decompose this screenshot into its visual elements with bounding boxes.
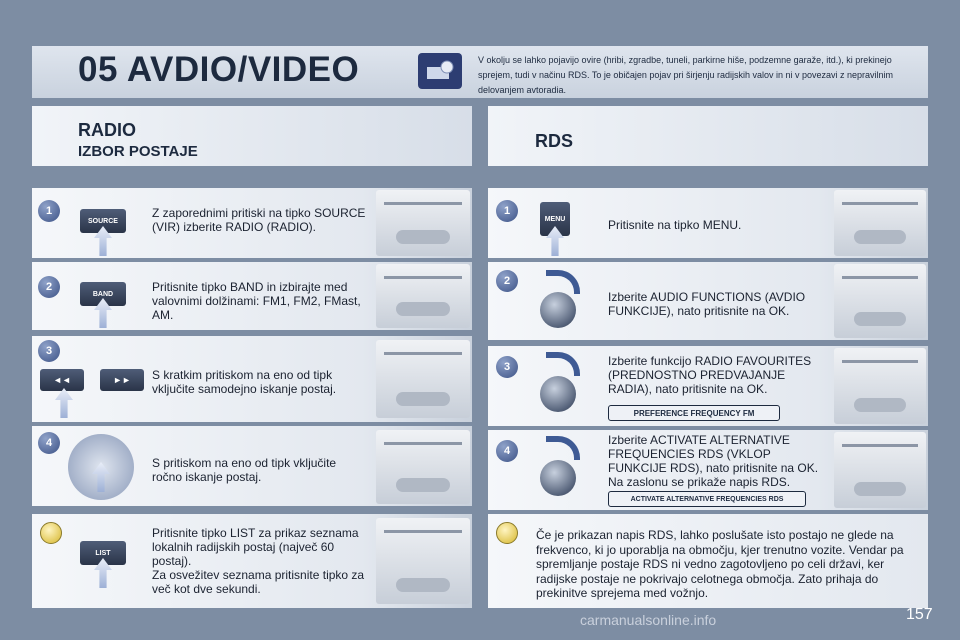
- step-text: Izberite funkcijo RADIO FAVOURITES (PREDNOSTNO PREDVAJANJE RADIA), nato pritisnite na OK.: [608, 354, 812, 396]
- rds-panel-image: [834, 190, 926, 256]
- page-number: 157: [906, 606, 933, 623]
- radio-subtitle: IZBOR POSTAJE: [78, 143, 198, 160]
- tip-text: Pritisnite tipko LIST za prikaz seznama lokalnih radijskih postaj (največ 60 postaj). Za osvežitev seznama pritisnite tipko za več kot dve sekundi.: [152, 526, 365, 596]
- seek-back-button[interactable]: ◄◄: [40, 369, 84, 391]
- step-number: 3: [496, 356, 518, 378]
- radio-title: RADIO: [78, 120, 136, 140]
- watermark: carmanualsonline.info: [580, 612, 717, 628]
- preference-frequency-tag: PREFERENCE FREQUENCY FM: [608, 405, 780, 421]
- radio-panel-image: [376, 518, 470, 604]
- step-number: 4: [38, 432, 60, 454]
- step-number: 2: [496, 270, 518, 292]
- step-number: 2: [38, 276, 60, 298]
- step-text: Pritisnite na tipko MENU.: [608, 218, 742, 232]
- radio-panel-image: [376, 264, 470, 328]
- radio-panel-image: [376, 190, 470, 256]
- step-number: 4: [496, 440, 518, 462]
- menu-button[interactable]: MENU: [540, 202, 570, 236]
- rds-panel-image: [834, 264, 926, 338]
- step-number: 1: [38, 200, 60, 222]
- seek-forward-button[interactable]: ►►: [100, 369, 144, 391]
- activate-rds-tag: ACTIVATE ALTERNATIVE FREQUENCIES RDS: [608, 491, 806, 507]
- header-note: V okolju se lahko pojavijo ovire (hribi, zgradbe, tuneli, parkirne hiše, podzemne garaže, itd.), ki prekinejo sprejem, tudi v načinu RDS. To je običajen pojav pri širjenju radijskih valov in ni v povezavi z nepravilnim delovanjem avtoradia.: [478, 55, 894, 95]
- step-text: Z zaporednimi pritiski na tipko SOURCE (VIR) izberite RADIO (RADIO).: [152, 206, 366, 234]
- ok-knob[interactable]: [540, 460, 576, 496]
- ok-knob[interactable]: [540, 376, 576, 412]
- source-button[interactable]: SOURCE: [80, 209, 126, 233]
- step-number: 1: [496, 200, 518, 222]
- ok-knob[interactable]: [540, 292, 576, 328]
- lightbulb-icon: [496, 522, 518, 544]
- step-text: Izberite AUDIO FUNCTIONS (AVDIO FUNKCIJE), nato pritisnite na OK.: [608, 290, 806, 318]
- radio-panel-image: [376, 340, 470, 418]
- lightbulb-icon: [40, 522, 62, 544]
- step-text: S kratkim pritiskom na eno od tipk vključite samodejno iskanje postaj.: [152, 368, 337, 396]
- step-text: Pritisnite tipko BAND in izbirajte med valovnimi dolžinami: FM1, FM2, FMast, AM.: [152, 280, 361, 322]
- rds-panel-image: [834, 348, 926, 424]
- radio-panel-image: [376, 430, 470, 504]
- disc-icon: [418, 53, 462, 89]
- band-button[interactable]: BAND: [80, 282, 126, 306]
- rds-panel-image: [834, 432, 926, 508]
- rds-title: RDS: [535, 131, 574, 151]
- step-number: 3: [38, 340, 60, 362]
- tip-text: Če je prikazan napis RDS, lahko poslušate isto postajo ne glede na frekvenco, ki jo uporablja na območju, kjer trenutno vozite. Vendar pa spremljanje postaje RDS ni vedno zagotovljeno po celi državi, ker radijske postaje ne pokrivajo celotnega območja. Zato prihaja do prekinitve sprejema med vožnjo.: [536, 528, 904, 600]
- page-title: 05 AVDIO/VIDEO: [78, 50, 360, 89]
- step-text: Izberite ACTIVATE ALTERNATIVE FREQUENCIES RDS (VKLOP FUNKCIJE RDS), nato pritisnite na OK. Na zaslonu se prikaže napis RDS.: [608, 433, 819, 489]
- list-button[interactable]: LIST: [80, 541, 126, 565]
- step-text: S pritiskom na eno od tipk vključite ročno iskanje postaj.: [152, 456, 337, 484]
